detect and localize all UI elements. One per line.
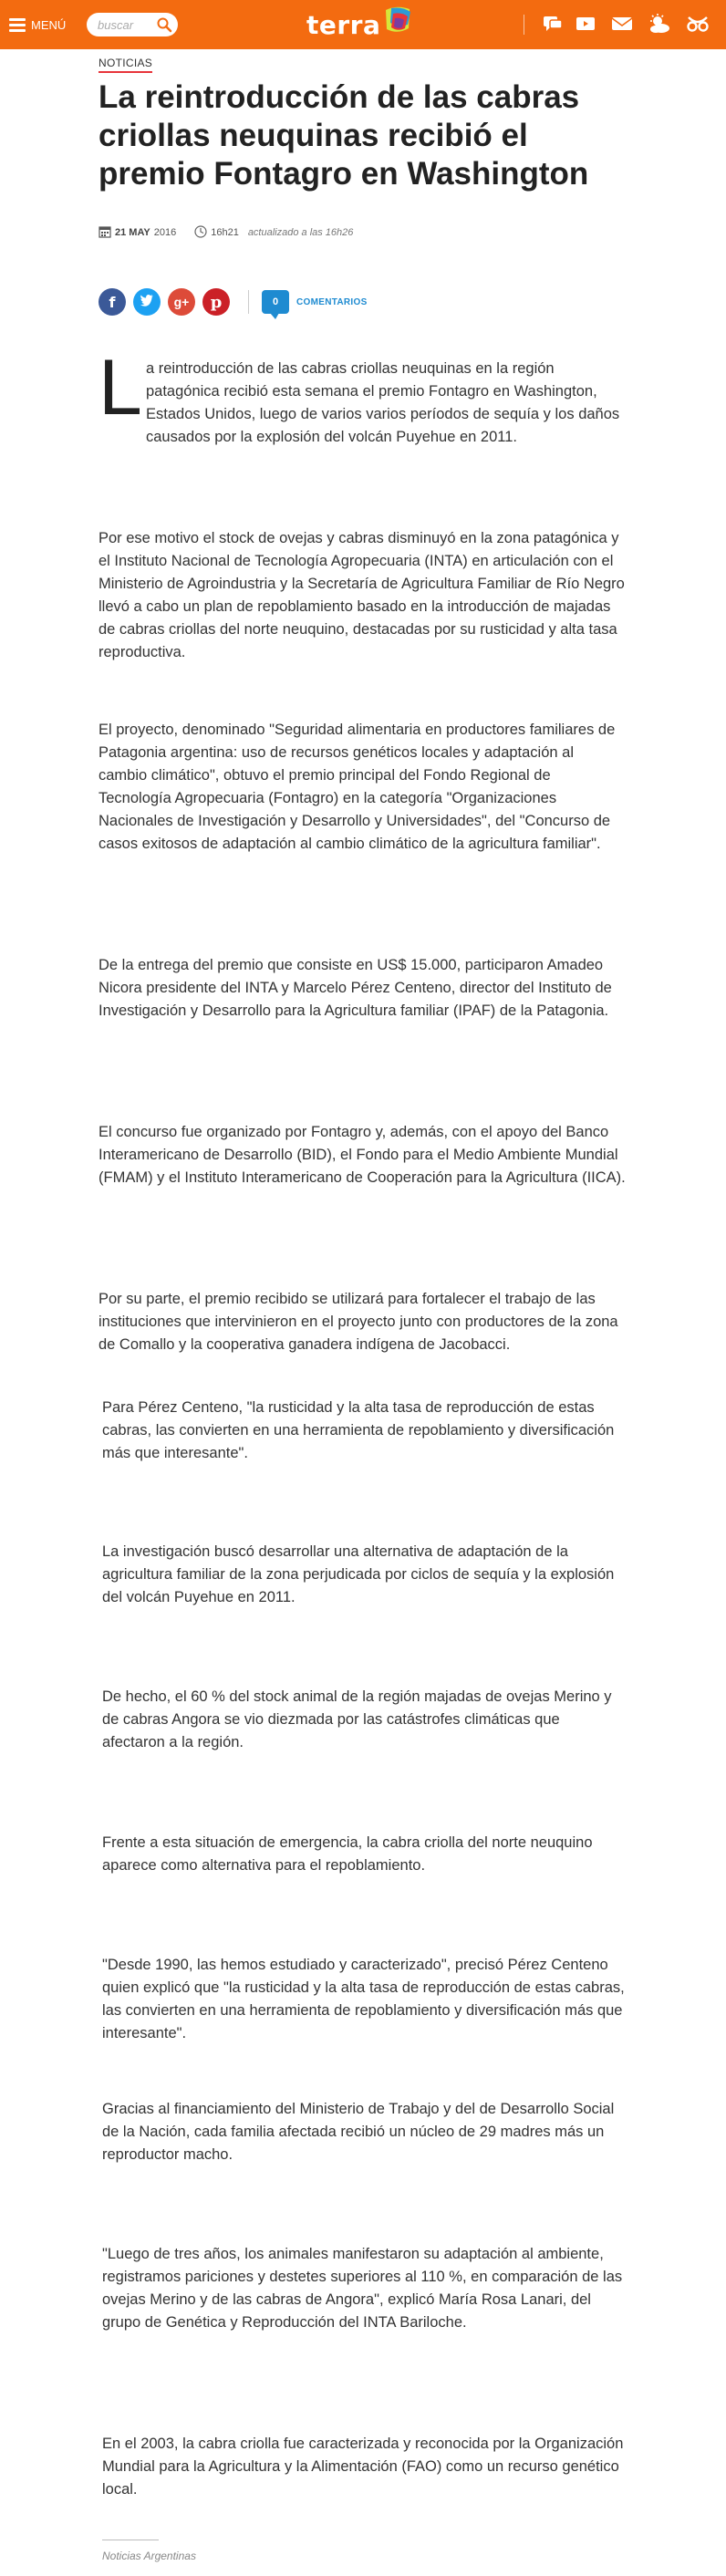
- body-paragraph: El concurso fue organizado por Fontagro y, además, con el apoyo del Banco Interamericano de Desarrollo (BID), el Fondo para el Medio Ambiente Mundial (FMAM) y el Instituto Interamericano de Cooperación para la Agricultura (IICA).: [99, 1124, 626, 1186]
- twitter-share-button[interactable]: [133, 288, 161, 316]
- mail-icon[interactable]: [611, 14, 635, 36]
- body-paragraph: Por su parte, el premio recibido se utilizará para fortalecer el trabajo de las instituciones que intervinieron en el proyecto junto con productores de la zona de Comallo y la cooperativa ganadera indígena de Jacobacci.: [99, 1291, 618, 1353]
- body-paragraph: Para Pérez Centeno, "la rusticidad y la alta tasa de reproducción de estas cabras, las convierten en una herramienta de repoblamiento y diversificación más que interesante".: [102, 1399, 615, 1461]
- menu-label: MENÚ: [31, 17, 67, 32]
- horoscope-icon[interactable]: [686, 14, 710, 36]
- share-divider: [248, 290, 249, 314]
- article-source: Noticias Argentinas: [102, 2550, 196, 2562]
- clock-icon: [194, 225, 207, 241]
- weather-icon[interactable]: [648, 14, 671, 36]
- body-paragraph: Gracias al financiamiento del Ministerio de Trabajo y del de Desarrollo Social de la Nación, cada familia afectada recibió un núcleo de 29 madres más un reproductor macho.: [102, 2101, 615, 2163]
- drop-cap: L: [99, 344, 142, 431]
- body-paragraph: De la entrega del premio que consiste en US$ 15.000, participaron Amadeo Nicora presidente del INTA y Marcelo Pérez Centeno, director del Instituto de Investigación y Desarrollo para la Agricultura familiar (IPAF) de la Patagonia.: [99, 957, 612, 1019]
- menu-button[interactable]: [9, 13, 66, 36]
- comment-bubble-icon: [262, 290, 289, 314]
- facebook-icon: f: [109, 293, 116, 311]
- body-paragraph: De hecho, el 60 % del stock animal de la región majadas de ovejas Merino y de cabras Angora se vio diezmada por las catástrofes climáticas que afectaron a la región.: [102, 1688, 612, 1750]
- body-paragraph: "Luego de tres años, los animales manifestaron su adaptación al ambiente, registramos pariciones y destetes superiores al 110 %, en comparación de las ovejas Merino y de las cabras de Angora", explicó María Rosa Lanari, del grupo de Genética y Reproducción del INTA Bariloche.: [102, 2246, 623, 2331]
- comments-label: COMENTARIOS: [296, 296, 368, 307]
- pinterest-icon: p: [210, 292, 223, 312]
- category-link[interactable]: NOTICIAS: [99, 57, 152, 73]
- calendar-icon: [99, 225, 111, 241]
- publish-date: 21 MAY: [115, 227, 150, 238]
- chat-icon[interactable]: [542, 14, 565, 36]
- terra-logo[interactable]: [306, 7, 413, 42]
- twitter-icon: [140, 294, 154, 311]
- video-icon[interactable]: [575, 14, 598, 36]
- googleplus-share-button[interactable]: [168, 288, 195, 316]
- comments-button[interactable]: [262, 290, 368, 314]
- body-paragraph: "Desde 1990, las hemos estudiado y caracterizado", precisó Pérez Centeno quien explicó que "la rusticidad y la alta tasa de reproducción de estas cabras, las convierten en una herramienta de repoblamiento y diversificación más que interesante".: [102, 1957, 625, 2041]
- article-title: La reintroducción de las cabras criollas neuquinas recibió el premio Fontagro en Washington: [99, 79, 589, 192]
- comments-count: 0: [272, 296, 279, 307]
- body-paragraph: Por ese motivo el stock de ovejas y cabras disminuyó en la zona patagónica y el Instituto Nacional de Tecnología Agropecuaria (INTA) en articulación con el Ministerio de Agroindustria y la Secretaría de Agricultura Familiar de Río Negro llevó a cabo un plan de repoblamiento basado en la introducción de majadas de cabras criollas del norte neuquino, destacadas por su rusticidad y alta tasa reproductiva.: [99, 530, 625, 660]
- search-box: [87, 13, 178, 36]
- hamburger-icon: [9, 16, 26, 35]
- publish-time: 16h21: [211, 227, 239, 238]
- facebook-share-button[interactable]: [99, 288, 126, 316]
- googleplus-icon: g+: [173, 295, 190, 309]
- body-paragraph: El proyecto, denominado "Seguridad alimentaria en productores familiares de Patagonia argentina: uso de recursos genéticos locales y adaptación al cambio climático", obtuvo el premio principal del Fondo Regional de Tecnología Agropecuaria (Fontagro) en la categoría "Organizaciones Nacionales de Investigación y Desarrollo y Universidades", del "Concurso de casos exitosos de adaptación al cambio climático de la agricultura familiar".: [99, 722, 616, 852]
- top-bar: [0, 0, 726, 49]
- publish-year: 2016: [153, 227, 177, 238]
- search-input[interactable]: [96, 17, 156, 33]
- body-paragraph: La investigación buscó desarrollar una alternativa de adaptación de la agricultura familiar de la zona perjudicada por ciclos de sequía y la explosión del volcán Puyehue en 2011.: [102, 1543, 615, 1605]
- lead-paragraph: a reintroducción de las cabras criollas neuquinas en la región patagónica recibió esta semana el premio Fontagro en Washington, Estados Unidos, luego de varios varios períodos de sequía y los daños causados por la explosión del volcán Puyehue en 2011.: [146, 360, 620, 445]
- updated-time: actualizado a las 16h26: [247, 227, 354, 238]
- article-meta: [99, 224, 353, 241]
- body-paragraph: En el 2003, la cabra criolla fue caracterizada y reconocida por la Organización Mundial para la Agricultura y la Alimentación (FAO) como un recurso genético local.: [102, 2436, 624, 2498]
- body-paragraph: Frente a esta situación de emergencia, la cabra criolla del norte neuquino aparece como alternativa para el repoblamiento.: [102, 1834, 593, 1874]
- logo-mark-icon: [382, 5, 413, 40]
- pinterest-share-button[interactable]: [202, 288, 230, 316]
- search-icon[interactable]: [156, 16, 172, 37]
- logo-text: terra: [306, 9, 381, 40]
- share-bar: [99, 287, 368, 317]
